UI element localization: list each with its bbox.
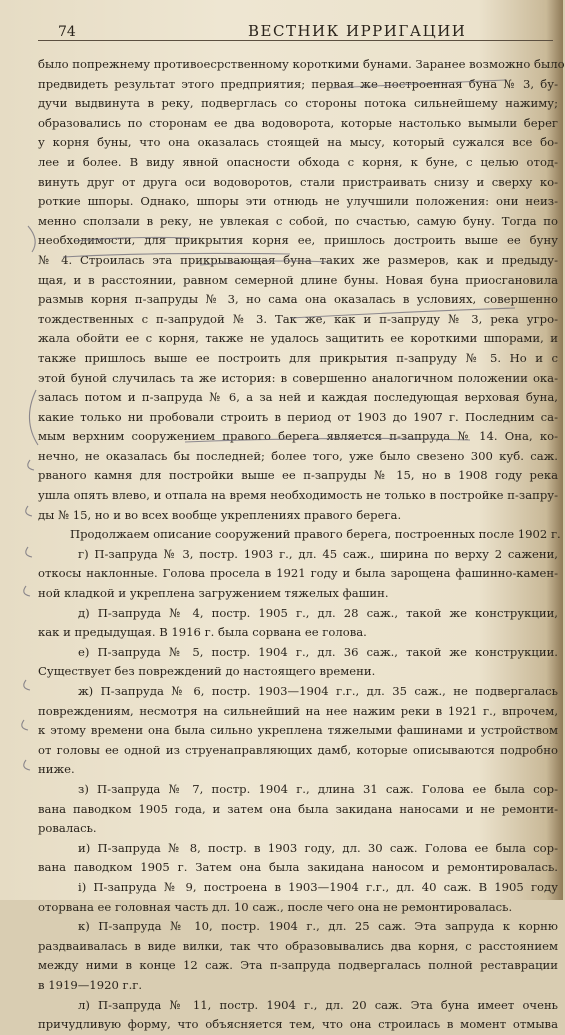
text-line: е) П-запруда № 5, постр. 1904 г., дл. 36 саж., такой же конструкции.	[78, 644, 558, 659]
text-line: оторвана ее головная часть дл. 10 саж., после чего она не ремонтировалась.	[38, 899, 513, 914]
pencil-mark	[26, 506, 32, 516]
text-line: ушла опять влево, и отпала на время необходимость не только в постройке п-запру-	[38, 488, 558, 503]
text-line: винуть друг от друга оси водоворотов, стали пристраивать снизу и сверху ко-	[38, 174, 558, 189]
text-line: размыв корня п-запруды № 3, но сама она оказалась в условиях, совершенно	[38, 292, 558, 307]
text-line: г) П-запруда № 3, постр. 1903 г., дл. 45 саж., ширина по верху 2 сажени,	[78, 546, 558, 561]
text-line: № 4. Строилась эта прикрывающая буна таких же размеров, как и предыду-	[38, 252, 558, 267]
article-body	[38, 55, 565, 1035]
text-line: откосы наклонные. Голова просела в 1921 году и была зарощена фашинно-камен-	[38, 566, 558, 581]
text-line: д) П-запруда № 4, постр. 1905 г., дл. 28 саж., такой же конструкции,	[78, 605, 558, 620]
pencil-mark	[28, 460, 34, 470]
pencil-mark	[22, 720, 28, 730]
text-line: было попрежнему противоесрственному короткими бунами. Заранее возможно было	[38, 57, 565, 71]
pencil-mark	[24, 760, 30, 770]
text-line: также пришлось выше ее построить для прикрытия п-запруду № 5. Но и с	[38, 350, 558, 365]
pencil-bracket	[29, 390, 38, 445]
pencil-mark	[24, 680, 30, 690]
text-line: вана паводком 1905 года, и затем она была закидана наносами и не ремонти-	[38, 801, 558, 816]
text-line: жала обойти ее с корня, также не удалось защитить ее короткими шпорами, и	[38, 331, 558, 346]
text-line: раздваивалась в виде вилки, так что образовывались два корня, с расстоянием	[38, 938, 558, 953]
text-line: л) П-запруда № 11, постр. 1904 г., дл. 20 саж. Эта буна имеет очень	[78, 997, 558, 1012]
text-line: Продолжаем описание сооружений правого берега, построенных после 1902 г.	[70, 527, 561, 542]
text-line: и) П-запруда № 8, постр. в 1903 году, дл. 30 саж. Голова ее была сор-	[78, 840, 558, 855]
text-line: причудливую форму, что объясняется тем, что она строилась в момент отмыва	[38, 1017, 558, 1032]
journal-title: ВЕСТНИК ИРРИГАЦИИ	[248, 22, 467, 40]
text-line: от головы ее одной из струенаправляющих дамб, которые описываются подробно	[38, 742, 558, 757]
text-line: рваного камня для постройки выше ее п-запруды № 15, но в 1908 году река	[38, 468, 558, 483]
page-header	[38, 14, 553, 41]
text-line: з) П-запруда № 7, постр. 1904 г., длина 31 саж. Голова ее была сор-	[78, 781, 558, 796]
text-line: менно сползали в реку, не увлекая с собой, по счастью, самую буну. Тогда по	[38, 213, 558, 228]
text-line: какие только ни пробовали строить в период от 1903 до 1907 г. Последним са-	[38, 409, 558, 424]
pencil-mark	[26, 547, 32, 557]
text-line: необходимости, для прикрытия корня ее, пришлось достроить выше ее буну	[38, 233, 558, 248]
text-line: дучи выдвинута в реку, подверглась со стороны потока сильнейшему нажиму;	[38, 96, 558, 111]
text-line: этой буной случилась та же история: в совершенно аналогичном положении ока-	[38, 370, 558, 385]
text-line: ной кладкой и укреплена загружением тяжелых фашин.	[38, 586, 389, 601]
text-line: і) П-запруда № 9, построена в 1903—1904 г.г., дл. 40 саж. В 1905 году	[78, 879, 558, 894]
text-line: предвидеть результат этого предприятия; первая же построенная буна № 3, бу-	[38, 76, 558, 91]
text-line: тождественных с п-запрудой № 3. Так же, как и п-запруду № 3, река угро-	[38, 311, 558, 326]
page-number: 74	[58, 24, 76, 40]
text-line: в 1919—1920 г.г.	[38, 977, 143, 992]
text-line: вана паводком 1905 г. Затем она была закидана наносом и ремонтировалась.	[38, 860, 558, 875]
text-line: у корня буны, что она оказалась стоящей на мысу, который сужался все бо-	[38, 135, 558, 150]
text-line: к этому времени она была сильно укреплена тяжелыми фашинами и устройством	[38, 723, 558, 738]
text-line: нечно, не оказалась бы последней; более того, уже было свезено 300 куб. саж.	[38, 448, 558, 463]
text-line: к) П-запруда № 10, постр. 1904 г., дл. 25 саж. Эта запруда к корню	[78, 919, 558, 934]
text-line: между ними в конце 12 саж. Эта п-запруда подвергалась полной реставрации	[38, 958, 558, 973]
text-line: Существует без повреждений до настоящего времени.	[38, 664, 376, 679]
pencil-mark	[24, 586, 30, 596]
text-line: ниже.	[38, 762, 75, 777]
text-line: повреждениям, несмотря на сильнейший на нее нажим реки в 1921 г., впрочем,	[38, 703, 558, 718]
text-line: мым верхним сооружением правого берега является п-запруда № 14. Она, ко-	[38, 429, 558, 444]
text-line: роткие шпоры. Однако, шпоры эти отнюдь не улучшили положения: они неиз-	[38, 194, 558, 209]
text-line: залась потом и п-запруда № 6, а за ней и каждая последующая верховая буна,	[38, 390, 558, 405]
text-line: ж) П-запруда № 6, постр. 1903—1904 г.г., дл. 35 саж., не подвергалась	[78, 684, 558, 698]
text-line: как и предыдущая. В 1916 г. была сорвана ее голова.	[38, 625, 367, 640]
pencil-bracket	[28, 226, 35, 252]
text-line: щая, и в расстоянии, равном семерной длине буны. Новая буна приосгановила	[38, 272, 558, 287]
text-line: ды № 15, но и во всех вообще укреплениях правого берега.	[38, 507, 402, 522]
text-line: ровалась.	[38, 821, 97, 836]
text-line: лее и более. В виду явной опасности обхода с корня, к буне, с целью отод-	[38, 154, 558, 169]
text-line: образовались по сторонам ее два водоворота, которые настолько вымыли берег	[38, 115, 558, 130]
